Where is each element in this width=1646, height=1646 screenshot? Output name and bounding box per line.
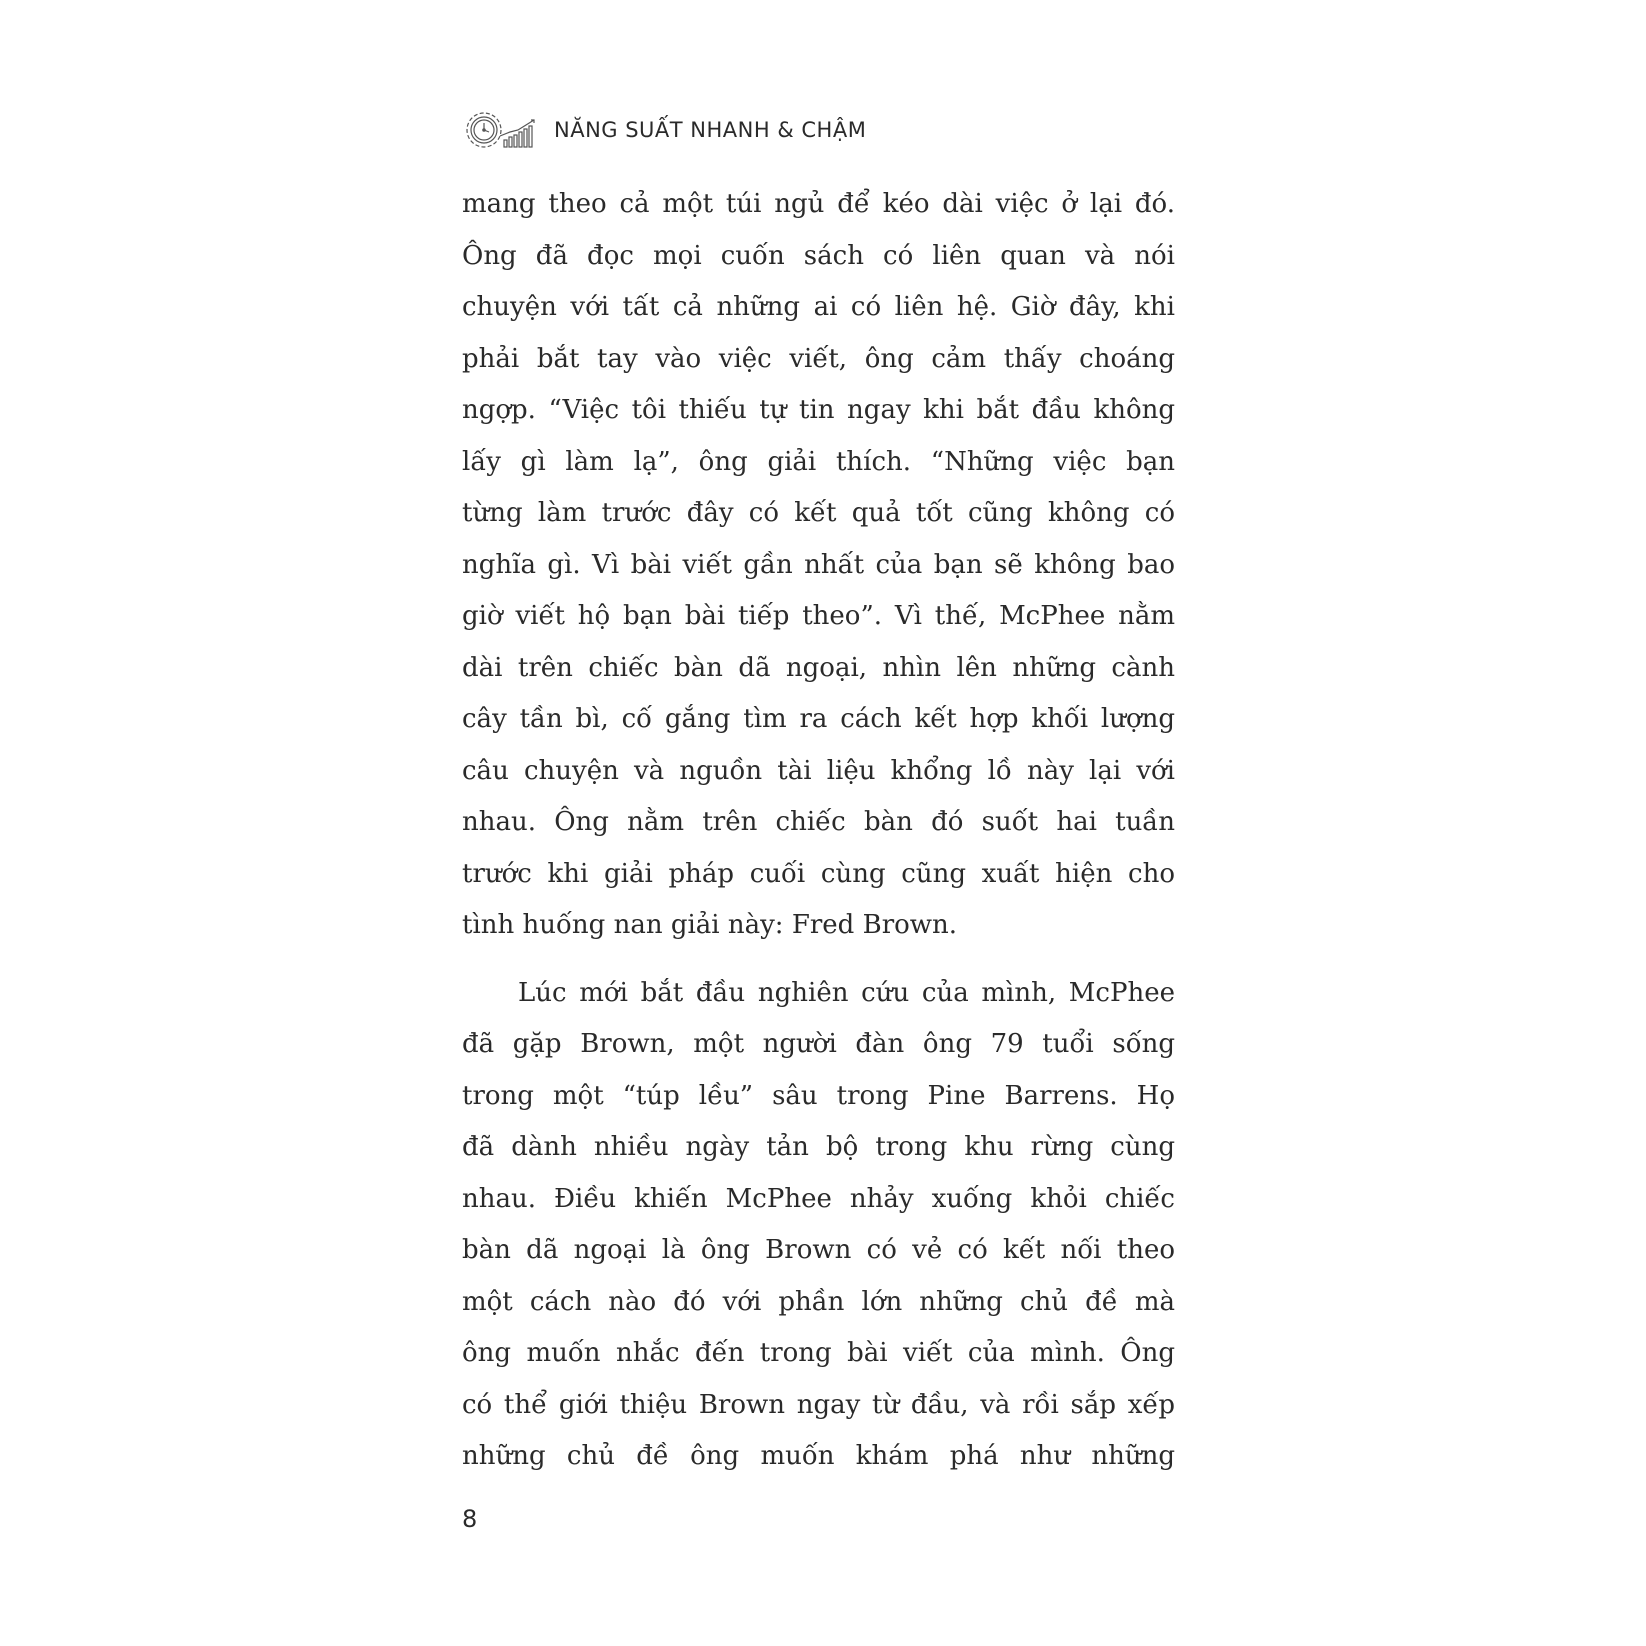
text-line: cây tần bì, cố gắng tìm ra cách kết hợp khối lượng xyxy=(462,704,1175,734)
page-number: 8 xyxy=(462,1505,478,1533)
text-line: từng làm trước đây có kết quả tốt cũng không có xyxy=(462,498,1175,528)
text-line: nhau. Điều khiến McPhee nhảy xuống khỏi chiếc xyxy=(462,1183,1175,1214)
running-header-title: NĂNG SUẤT NHANH & CHẬM xyxy=(554,118,867,142)
paragraph xyxy=(462,968,1175,1483)
text-line: Ông đã đọc mọi cuốn sách có liên quan và nói xyxy=(462,240,1175,271)
text-line: mang theo cả một túi ngủ để kéo dài việc ở lại đó. xyxy=(462,189,1175,219)
text-line: nghĩa gì. Vì bài viết gần nhất của bạn sẽ không bao xyxy=(462,549,1175,580)
text-line: Lúc mới bắt đầu nghiên cứu của mình, McPhee xyxy=(518,977,1175,1008)
text-line: một cách nào đó với phần lớn những chủ đề mà xyxy=(462,1286,1175,1317)
text-line: lấy gì làm lạ”, ông giải thích. “Những việc bạn xyxy=(462,446,1175,477)
text-line: những chủ đề ông muốn khám phá như những xyxy=(462,1441,1175,1471)
text-line: dài trên chiếc bàn dã ngoại, nhìn lên những cành xyxy=(462,652,1175,683)
text-line: chuyện với tất cả những ai có liên hệ. Giờ đây, khi xyxy=(462,292,1175,322)
text-line: đã gặp Brown, một người đàn ông 79 tuổi sống xyxy=(462,1029,1175,1059)
paragraph xyxy=(462,179,1175,952)
text-line: trước khi giải pháp cuối cùng cũng xuất hiện cho xyxy=(462,858,1175,889)
text-line: tình huống nan giải này: Fred Brown. xyxy=(462,910,958,940)
gear-clock-bar-chart-icon xyxy=(460,102,540,158)
running-header xyxy=(460,100,866,160)
text-line: câu chuyện và nguồn tài liệu khổng lồ này lại với xyxy=(462,755,1175,786)
paragraph-gap xyxy=(462,952,1175,968)
text-line: ngợp. “Việc tôi thiếu tự tin ngay khi bắt đầu không xyxy=(462,395,1175,425)
text-line: bàn dã ngoại là ông Brown có vẻ có kết nối theo xyxy=(462,1235,1175,1265)
text-line: ông muốn nhắc đến trong bài viết của mình. Ông xyxy=(462,1338,1175,1368)
text-line: trong một “túp lều” sâu trong Pine Barrens. Họ xyxy=(462,1080,1175,1111)
text-line: có thể giới thiệu Brown ngay từ đầu, và rồi sắp xếp xyxy=(462,1389,1175,1420)
text-line: đã dành nhiều ngày tản bộ trong khu rừng cùng xyxy=(462,1132,1175,1162)
text-line: giờ viết hộ bạn bài tiếp theo”. Vì thế, McPhee nằm xyxy=(462,601,1175,631)
body-text xyxy=(462,179,1175,1483)
text-line: nhau. Ông nằm trên chiếc bàn đó suốt hai tuần xyxy=(462,807,1175,837)
text-line: phải bắt tay vào việc viết, ông cảm thấy choáng xyxy=(462,343,1175,374)
